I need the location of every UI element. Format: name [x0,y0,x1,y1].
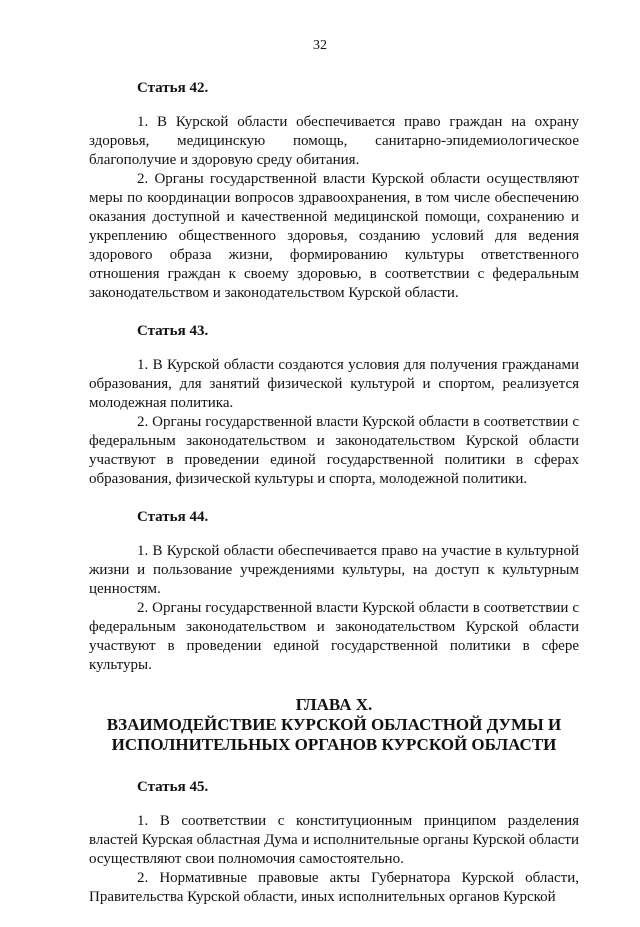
document-body [89,80,579,927]
article-45 [89,779,579,907]
article-title: Статья 44. [137,509,209,525]
article-title: Статья 43. [137,323,209,339]
paragraph: 1. В Курской области создаются условия для получения гражданами образования, для занятий физической культурой и спортом, реализуется молодежная политика. [89,357,579,411]
paragraph: 1. В соответствии с конституционным принципом разделения властей Курская областная Дума и исполнительные органы Курской области осуществляют свои полномочия самостоятельно. [89,813,579,867]
article-title: Статья 42. [137,80,209,96]
paragraph: 2. Органы государственной власти Курской области в соответствии с федеральным законодательством и законодательством Курской области участвуют в проведении единой государственной политики в сферах образования, физической культуры и спорта, молодежной политики. [89,414,579,487]
paragraph: 2. Органы государственной власти Курской области осуществляют меры по координации вопросов здравоохранения, в том числе обеспечению оказания доступной и качественной медицинской помощи, сохранению и укреплению общественного здоровья, созданию условий для ведения здорового образа жизни, формированию культуры ответственного отношения граждан к своему здоровью, в соответствии с федеральным законодательством и законодательством Курской области. [89,171,579,301]
article-44 [89,509,579,675]
paragraph: 1. В Курской области обеспечивается право граждан на охрану здоровья, медицинскую помощь, санитарно-эпидемиологическое благополучие и здоровую среду обитания. [89,114,579,168]
chapter-number: ГЛАВА X. [295,695,373,714]
paragraph: 1. В Курской области обеспечивается право на участие в культурной жизни и пользование учреждениями культуры, на доступ к культурным ценностям. [89,543,579,597]
paragraph: 2. Нормативные правовые акты Губернатора Курской области, Правительства Курской области, иных исполнительных органов Курской [89,870,579,905]
paragraph: 2. Органы государственной власти Курской области в соответствии с федеральным законодательством и законодательством Курской области участвуют в проведении единой государственной политики в сфере культуры. [89,600,579,673]
article-42 [89,80,579,303]
chapter-title-line: ИСПОЛНИТЕЛЬНЫХ ОРГАНОВ КУРСКОЙ ОБЛАСТИ [111,735,557,754]
page-number: 32 [313,38,327,53]
article-43 [89,323,579,489]
chapter-heading [89,695,579,755]
article-title: Статья 45. [137,779,209,795]
chapter-title-line: ВЗАИМОДЕЙСТВИЕ КУРСКОЙ ОБЛАСТНОЙ ДУМЫ И [106,715,562,734]
